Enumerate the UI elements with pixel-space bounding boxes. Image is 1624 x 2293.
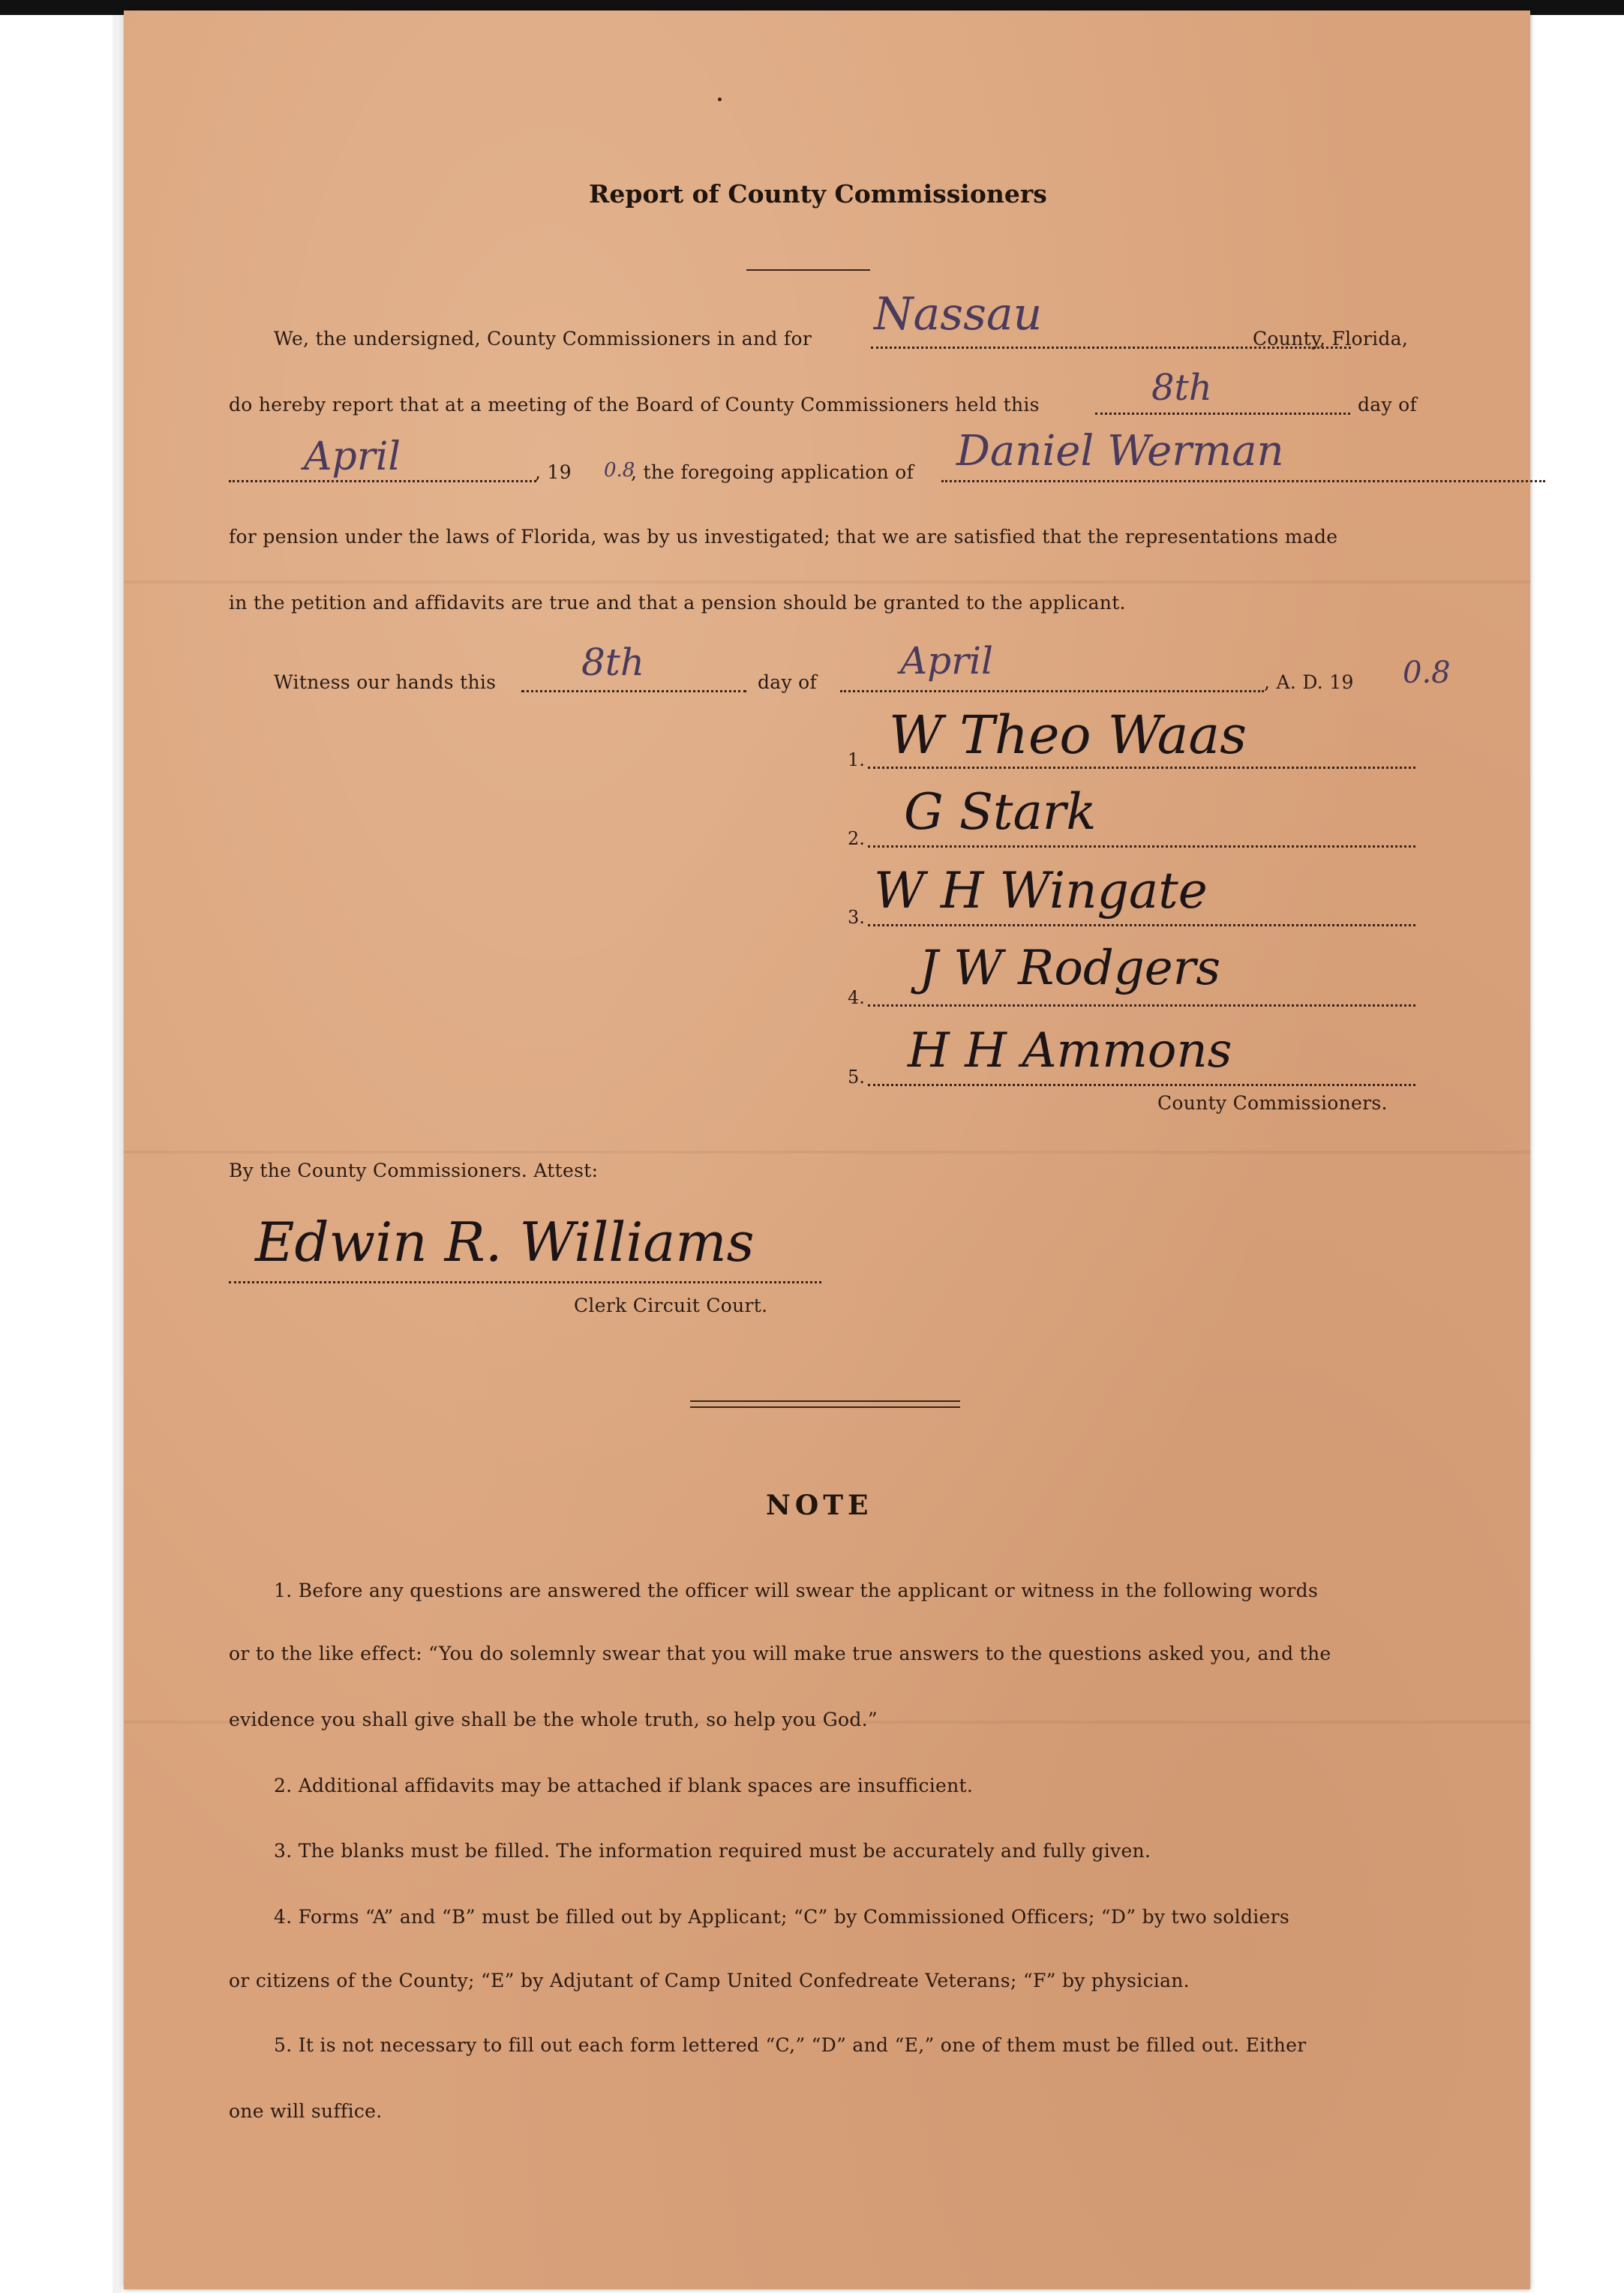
commissioner-signature: W Theo Waas [889,704,1247,766]
applicant-blank [941,480,1545,482]
clerk-signature-line [229,1281,821,1283]
commissioner-signature: H H Ammons [908,1023,1232,1079]
commissioner-number: 4. [848,987,865,1008]
note-item-line: or citizens of the County; “E” by Adjutant of Camp United Confedreate Veterans; “F” by physician. [229,1970,1190,1991]
meeting-day-blank [1095,413,1350,415]
commissioner-signature-line [868,767,1415,769]
line1-suffix: County, Florida, [1253,328,1409,350]
witness-month-handwritten: April [900,639,993,683]
ink-speck [718,98,722,101]
commissioner-number: 5. [848,1067,865,1088]
note-item-line: or to the like effect: “You do solemnly swear that you will make true answers to the questions asked you, and the [229,1643,1331,1664]
meeting-year-handwritten: 0.8 [604,459,635,482]
commissioner-signature: J W Rodgers [919,941,1221,996]
meeting-day-handwritten: 8th [1151,367,1212,409]
note-item-line: 5. It is not necessary to fill out each form lettered “C,” “D” and “E,” one of them must be filled out. Either [274,2034,1307,2056]
note-item-line: 4. Forms “A” and “B” must be filled out by Applicant; “C” by Commissioned Officers; “D” by two soldiers [274,1906,1290,1928]
clerk-label: Clerk Circuit Court. [574,1295,768,1316]
clerk-signature: Edwin R. Williams [255,1211,755,1274]
year-prefix: , 19 [535,461,572,483]
witness-text: Witness our hands this [274,671,497,693]
paper-fold-line [124,581,1530,584]
line5-text: in the petition and affidavits are true and that a pension should be granted to the applicant. [229,592,1126,614]
commissioner-signature-line [868,1004,1415,1007]
line2-text: do hereby report that at a meeting of the Board of County Commissioners held this [229,394,1040,416]
commissioner-signature-line [868,845,1415,848]
attest-label: By the County Commissioners. Attest: [229,1160,599,1181]
witness-ad: , A. D. 19 [1264,671,1354,693]
note-item-line: one will suffice. [229,2100,383,2122]
witness-day-blank [521,690,746,692]
witness-day-of: day of [758,671,818,693]
note-item-line: 2. Additional affidavits may be attached if blank spaces are insufficient. [274,1775,974,1796]
note-item-line: evidence you shall give shall be the whole truth, so help you God.” [229,1709,878,1730]
applicant-handwritten: Daniel Werman [956,427,1284,476]
line4-text: for pension under the laws of Florida, was by us investigated; that we are satisfied that the representations made [229,526,1338,548]
section-rule [690,1400,960,1402]
note-item-line: 3. The blanks must be filled. The information required must be accurately and fully given. [274,1840,1151,1862]
county-handwritten: Nassau [874,288,1043,341]
commissioners-label: County Commissioners. [1157,1092,1388,1114]
document-page [124,11,1530,2289]
meeting-month-handwritten: April [304,434,401,479]
witness-year-handwritten: 0.8 [1403,656,1451,690]
note-item-line: 1. Before any questions are answered the officer will swear the applicant or witness in the following words [274,1580,1319,1601]
report-title: Report of County Commissioners [589,179,1047,209]
commissioner-signature-line [868,1084,1415,1086]
note-title: NOTE [766,1490,873,1521]
commissioner-number: 3. [848,907,865,928]
commissioner-signature: W H Wingate [874,862,1208,920]
line3-text: , the foregoing application of [631,461,914,483]
witness-month-blank [840,690,1264,692]
line2-suffix: day of [1358,394,1418,416]
paper-fold-line [124,1151,1530,1154]
line1-text: We, the undersigned, County Commissioners in and for [274,328,812,350]
commissioner-number: 1. [848,749,865,770]
commissioner-signature-line [868,924,1415,926]
section-rule [690,1406,960,1408]
commissioner-number: 2. [848,828,865,849]
title-rule [746,269,870,271]
meeting-month-blank [229,480,536,482]
commissioner-signature: G Stark [904,783,1097,841]
scan-left-edge [113,15,122,2293]
witness-day-handwritten: 8th [581,641,645,684]
